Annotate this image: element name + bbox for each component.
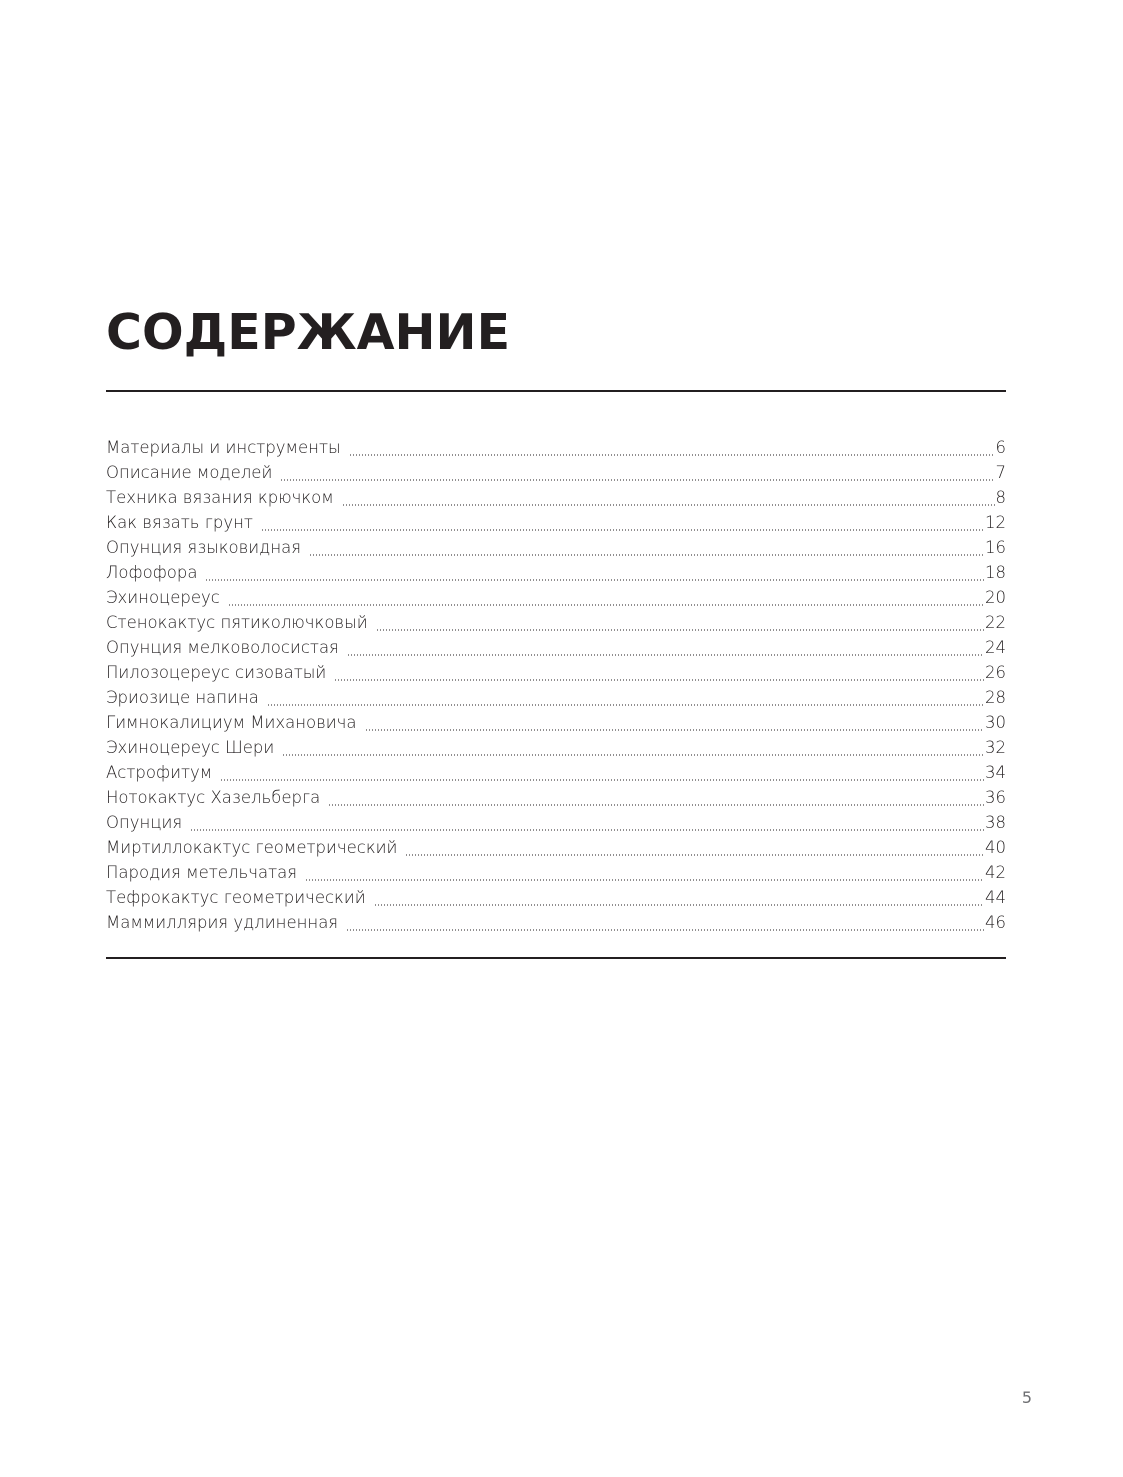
toc-entry <box>106 610 1006 635</box>
top-divider <box>106 390 1006 392</box>
toc-entry-page: 7 <box>995 463 1006 482</box>
toc-entry-label: Лофофора <box>106 563 198 582</box>
toc-entry <box>106 810 1006 835</box>
toc-entry-page: 32 <box>985 738 1006 757</box>
toc-entry-page: 6 <box>995 438 1006 457</box>
toc-entry <box>106 710 1006 735</box>
dot-leader <box>205 579 984 581</box>
dot-leader <box>346 929 984 931</box>
toc-entry-label: Опунция <box>106 813 183 832</box>
toc-entry-label: Эриозице напина <box>106 688 259 707</box>
toc-entry-page: 36 <box>985 788 1006 807</box>
toc-entry <box>106 635 1006 660</box>
dot-leader <box>376 629 984 631</box>
toc-entry <box>106 535 1006 560</box>
table-of-contents <box>106 435 1006 935</box>
toc-entry-page: 24 <box>985 638 1006 657</box>
toc-entry-label: Маммиллярия удлиненная <box>106 913 339 932</box>
dot-leader <box>305 879 984 881</box>
toc-entry-label: Пародия метельчатая <box>106 863 298 882</box>
toc-entry <box>106 910 1006 935</box>
toc-entry-page: 20 <box>985 588 1006 607</box>
toc-entry-page: 42 <box>985 863 1006 882</box>
dot-leader <box>190 829 984 831</box>
dot-leader <box>374 904 984 906</box>
dot-leader <box>267 704 984 706</box>
toc-entry-page: 26 <box>985 663 1006 682</box>
toc-entry-page: 12 <box>985 513 1006 532</box>
dot-leader <box>309 554 984 556</box>
toc-entry-page: 28 <box>985 688 1006 707</box>
page-number: 5 <box>1021 1388 1032 1407</box>
toc-entry-label: Материалы и инструменты <box>106 438 341 457</box>
dot-leader <box>282 754 984 756</box>
toc-entry-label: Как вязать грунт <box>106 513 253 532</box>
toc-entry-label: Эхиноцереус Шери <box>106 738 275 757</box>
dot-leader <box>342 504 995 506</box>
dot-leader <box>228 604 984 606</box>
toc-entry <box>106 460 1006 485</box>
toc-entry-label: Стенокактус пятиколючковый <box>106 613 368 632</box>
toc-entry <box>106 660 1006 685</box>
toc-entry <box>106 510 1006 535</box>
toc-entry-label: Миртиллокактус геометрический <box>106 838 398 857</box>
toc-entry-label: Гимнокалициум Михановича <box>106 713 357 732</box>
toc-entry-page: 40 <box>985 838 1006 857</box>
toc-entry <box>106 585 1006 610</box>
dot-leader <box>220 779 984 781</box>
toc-entry-label: Эхиноцереус <box>106 588 220 607</box>
toc-entry-page: 34 <box>985 763 1006 782</box>
dot-leader <box>328 804 984 806</box>
toc-entry-label: Тефрокактус геометрический <box>106 888 366 907</box>
dot-leader <box>365 729 984 731</box>
bottom-divider <box>106 957 1006 959</box>
toc-entry-page: 16 <box>985 538 1006 557</box>
toc-entry <box>106 435 1006 460</box>
dot-leader <box>334 679 984 681</box>
toc-entry <box>106 885 1006 910</box>
toc-entry <box>106 860 1006 885</box>
toc-entry-label: Опунция мелковолосистая <box>106 638 339 657</box>
toc-entry-page: 38 <box>985 813 1006 832</box>
dot-leader <box>261 529 984 531</box>
toc-entry <box>106 560 1006 585</box>
dot-leader <box>347 654 984 656</box>
toc-entry-page: 22 <box>985 613 1006 632</box>
toc-entry <box>106 735 1006 760</box>
toc-entry <box>106 485 1006 510</box>
toc-entry-label: Опунция языковидная <box>106 538 302 557</box>
toc-entry-page: 18 <box>985 563 1006 582</box>
dot-leader <box>349 454 995 456</box>
dot-leader <box>280 479 994 481</box>
toc-entry-page: 8 <box>995 488 1006 507</box>
toc-entry-page: 46 <box>985 913 1006 932</box>
toc-entry-label: Пилозоцереус сизоватый <box>106 663 327 682</box>
dot-leader <box>405 854 984 856</box>
toc-entry <box>106 835 1006 860</box>
page-title: СОДЕРЖАНИЕ <box>106 304 511 361</box>
toc-entry-page: 44 <box>985 888 1006 907</box>
toc-entry-label: Описание моделей <box>106 463 273 482</box>
toc-entry <box>106 685 1006 710</box>
toc-entry-label: Техника вязания крючком <box>106 488 334 507</box>
toc-entry <box>106 760 1006 785</box>
toc-entry <box>106 785 1006 810</box>
toc-entry-label: Нотокактус Хазельберга <box>106 788 321 807</box>
toc-entry-label: Астрофитум <box>106 763 213 782</box>
toc-entry-page: 30 <box>985 713 1006 732</box>
